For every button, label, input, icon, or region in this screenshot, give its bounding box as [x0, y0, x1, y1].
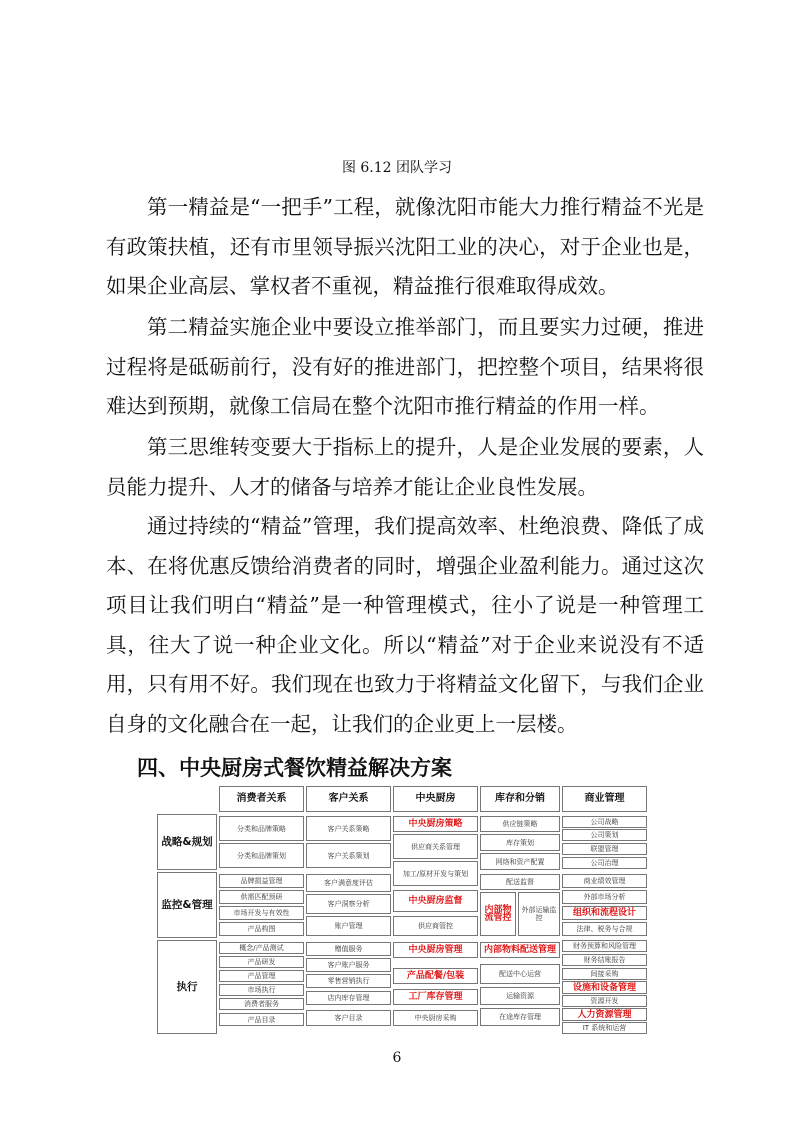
column-header-consumer: 消费者关系 [219, 786, 304, 812]
matrix-cell: 网络和资产配置 [480, 853, 560, 870]
matrix-cell: 间接采购 [562, 968, 647, 980]
matrix-cell-highlight: 内部物流管控 [480, 892, 516, 936]
matrix-cell: 外部市场分析 [562, 890, 647, 904]
matrix-cell: 财务预算和风险管理 [562, 940, 647, 952]
matrix-cell: 客户洞察分析 [306, 894, 391, 914]
matrix-cell: 加工/原材开发与策划 [393, 861, 478, 886]
matrix-cell: 店内库存管理 [306, 991, 391, 1005]
matrix-cell: 产品构图 [219, 922, 304, 936]
matrix-cell: 配送中心运营 [480, 964, 560, 984]
matrix-cell: 产品管理 [219, 970, 304, 982]
matrix-cell: 在途库存管理 [480, 1008, 560, 1026]
matrix-cell: 客户关系策划 [306, 843, 391, 868]
matrix-cell: 公司策划 [562, 829, 647, 841]
matrix-cell: 市场开发与有效性 [219, 906, 304, 920]
matrix-cell: 客户账户服务 [306, 958, 391, 972]
row-header-monitor: 监控&管理 [157, 872, 217, 938]
matrix-cell: 公司战略 [562, 816, 647, 828]
matrix-cell-highlight: 人力资源管理 [562, 1008, 647, 1021]
matrix-cell: 消费者服务 [219, 998, 304, 1010]
matrix-cell-highlight: 中央厨房管理 [393, 942, 478, 958]
matrix-cell: 品牌损益管理 [219, 874, 304, 888]
paragraph-1: 第一精益是“一把手”工程，就像沈阳市能大力推行精益不光是有政策扶植，还有市里领导振兴沈阳工业的决心，对于企业也是，如果企业高层、掌权者不重视，精益推行很难取得成效。 [106, 195, 704, 298]
figure-caption: 图 6.12 团队学习 [341, 160, 453, 176]
matrix-cell: 零售营销执行 [306, 974, 391, 988]
matrix-cell: 客户目录 [306, 1010, 391, 1026]
matrix-cell: IT 系统和运营 [562, 1022, 647, 1034]
matrix-cell: 中央厨房采购 [393, 1010, 478, 1026]
matrix-cell-highlight: 中央厨房策略 [393, 816, 478, 832]
matrix-cell: 配送监督 [480, 874, 560, 890]
matrix-cell: 产品研发 [219, 956, 304, 968]
matrix-cell: 客户关系策略 [306, 816, 391, 841]
matrix-cell: 分类和品牌策略 [219, 816, 304, 841]
matrix-cell-highlight: 组织和流程设计 [562, 906, 647, 920]
matrix-cell-highlight: 中央厨房监督 [393, 890, 478, 912]
matrix-cell-highlight: 内部物料配送管理 [480, 942, 560, 958]
paragraph-2: 第二精益实施企业中要设立推举部门，而且要实力过硬，推进过程将是砥砺前行，没有好的推进部门，把控整个项目，结果将很难达到预期，就像工信局在整个沈阳市推行精益的作用一样。 [106, 315, 704, 418]
matrix-cell: 供应商管控 [393, 916, 478, 936]
column-header-customer: 客户关系 [306, 786, 391, 812]
matrix-cell-highlight: 工厂库存管理 [393, 989, 478, 1005]
matrix-cell: 客户满意度评估 [306, 874, 391, 892]
paragraph-3: 第三思维转变要大于指标上的提升，人是企业发展的要素，人员能力提升、人才的储备与培养才能让企业良性发展。 [106, 435, 704, 499]
section-heading: 四、中央厨房式餐饮精益解决方案 [137, 756, 452, 780]
matrix-cell: 商业绩效管理 [562, 874, 647, 888]
matrix-cell: 联盟管理 [562, 843, 647, 855]
matrix-cell: 运输资源 [480, 987, 560, 1005]
matrix-cell-highlight: 设施和设备管理 [562, 981, 647, 994]
matrix-cell: 公司治理 [562, 857, 647, 869]
matrix-cell: 资源开发 [562, 995, 647, 1007]
matrix-cell: 账户管理 [306, 916, 391, 936]
matrix-cell: 财务结账报告 [562, 954, 647, 966]
matrix-cell: 概念/产品测试 [219, 942, 304, 954]
matrix-cell: 法律、税务与合规 [562, 922, 647, 936]
matrix-cell: 外部运输监控 [518, 892, 560, 936]
matrix-cell: 供应商关系管理 [393, 834, 478, 859]
column-header-business: 商业管理 [562, 786, 647, 812]
paragraph-4: 通过持续的“精益”管理，我们提高效率、杜绝浪费、降低了成本、在将优惠反馈给消费者的同时，增强企业盈利能力。通过这次项目让我们明白“精益”是一种管理模式，往小了说是一种管理工具，往大了说一种企业文化。所以“精益”对于企业来说没有不适用，只有用不好。我们现在也致力于将精益文化留下，与我们企业自身的文化融合在一起，让我们的企业更上一层楼。 [106, 514, 704, 736]
column-header-central-kitchen: 中央厨房 [393, 786, 478, 812]
matrix-cell: 产品目录 [219, 1013, 304, 1026]
matrix-cell: 库存策划 [480, 834, 560, 851]
row-header-execute: 执行 [157, 940, 217, 1034]
matrix-cell-highlight: 产品配餐/包装 [393, 968, 478, 984]
row-header-strategy: 战略&规划 [157, 814, 217, 870]
matrix-cell: 分类和品牌策划 [219, 843, 304, 868]
matrix-cell: 供需匹配预研 [219, 890, 304, 904]
column-header-inventory: 库存和分销 [480, 786, 560, 812]
matrix-cell: 赠值服务 [306, 942, 391, 956]
lean-solution-matrix [157, 786, 647, 1034]
matrix-cell: 市场执行 [219, 984, 304, 996]
page-number: 6 [392, 1050, 402, 1066]
matrix-cell: 供应链策略 [480, 816, 560, 832]
